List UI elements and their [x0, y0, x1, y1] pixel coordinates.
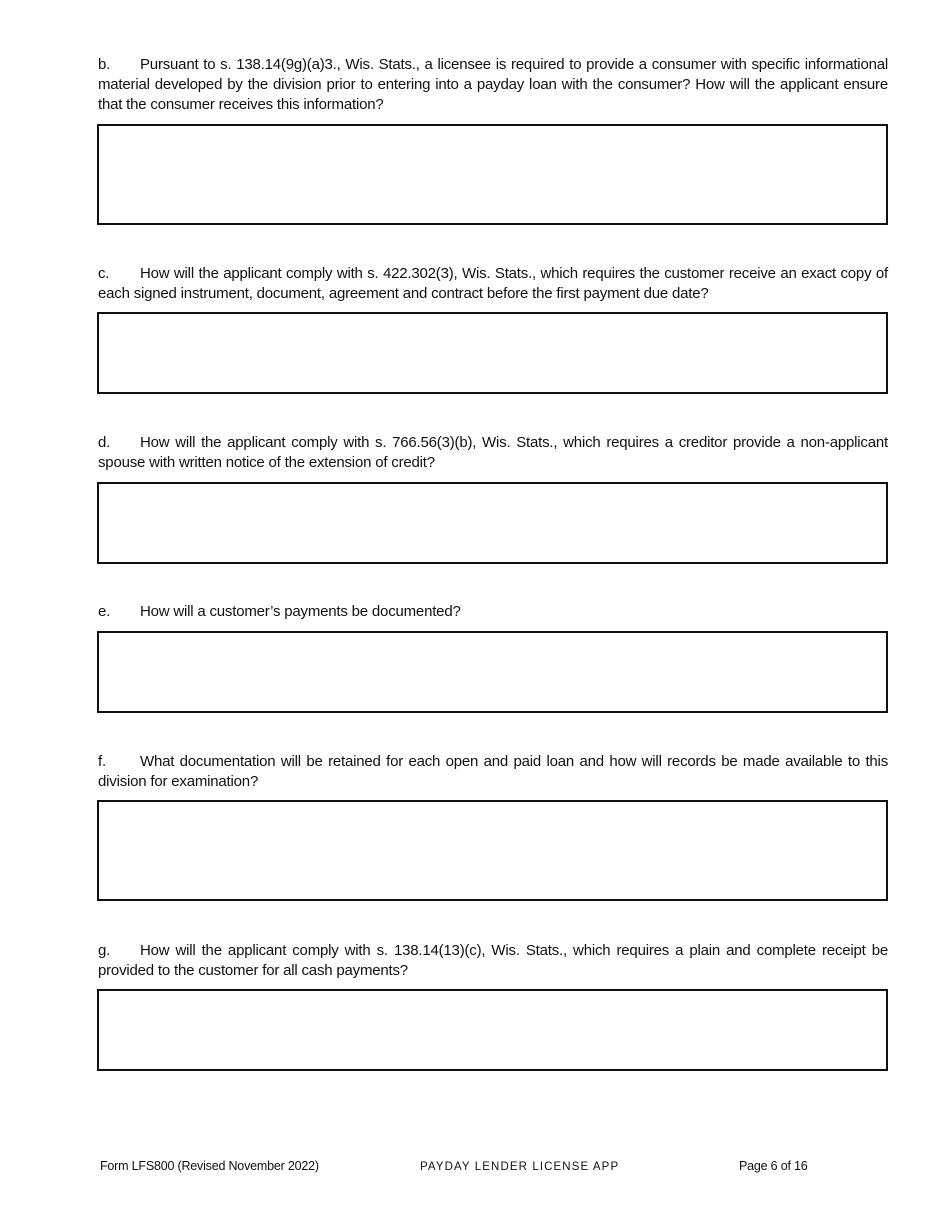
footer-page-number: Page 6 of 16 — [739, 1159, 808, 1173]
answer-field-f[interactable] — [97, 800, 888, 901]
question-c — [98, 264, 888, 304]
question-text: How will the applicant comply with s. 766.56(3)(b), Wis. Stats., which requires a creditor provide a non-applicant spouse with written notice of the extension of credit? — [98, 434, 888, 471]
answer-field-b[interactable] — [97, 124, 888, 225]
question-b — [98, 55, 888, 115]
answer-field-d[interactable] — [97, 482, 888, 564]
question-d — [98, 433, 888, 473]
answer-field-c[interactable] — [97, 312, 888, 394]
answer-field-g[interactable] — [97, 989, 888, 1071]
question-text: Pursuant to s. 138.14(9g)(a)3., Wis. Stats., a licensee is required to provide a consumer with specific informational material developed by the division prior to entering into a payday loan with the consumer? How will the applicant ensure that the consumer receives this information? — [98, 56, 888, 113]
footer-title: PAYDAY LENDER LICENSE APP — [420, 1161, 620, 1173]
question-letter: c. — [98, 265, 110, 282]
question-e — [98, 602, 888, 622]
question-text: How will the applicant comply with s. 422.302(3), Wis. Stats., which requires the customer receive an exact copy of each signed instrument, document, agreement and contract before the first payment due date? — [98, 265, 888, 302]
question-g — [98, 941, 888, 981]
question-text: How will the applicant comply with s. 138.14(13)(c), Wis. Stats., which requires a plain and complete receipt be provided to the customer for all cash payments? — [98, 942, 888, 979]
question-f — [98, 752, 888, 792]
question-text: What documentation will be retained for each open and paid loan and how will records be made available to this division for examination? — [98, 753, 888, 790]
footer-form-id: Form LFS800 (Revised November 2022) — [100, 1159, 319, 1173]
question-letter: b. — [98, 56, 111, 73]
question-text: How will a customer’s payments be documented? — [140, 603, 461, 620]
question-letter: f. — [98, 753, 106, 770]
question-letter: g. — [98, 942, 111, 959]
question-letter: e. — [98, 603, 111, 620]
answer-field-e[interactable] — [97, 631, 888, 713]
question-letter: d. — [98, 434, 111, 451]
